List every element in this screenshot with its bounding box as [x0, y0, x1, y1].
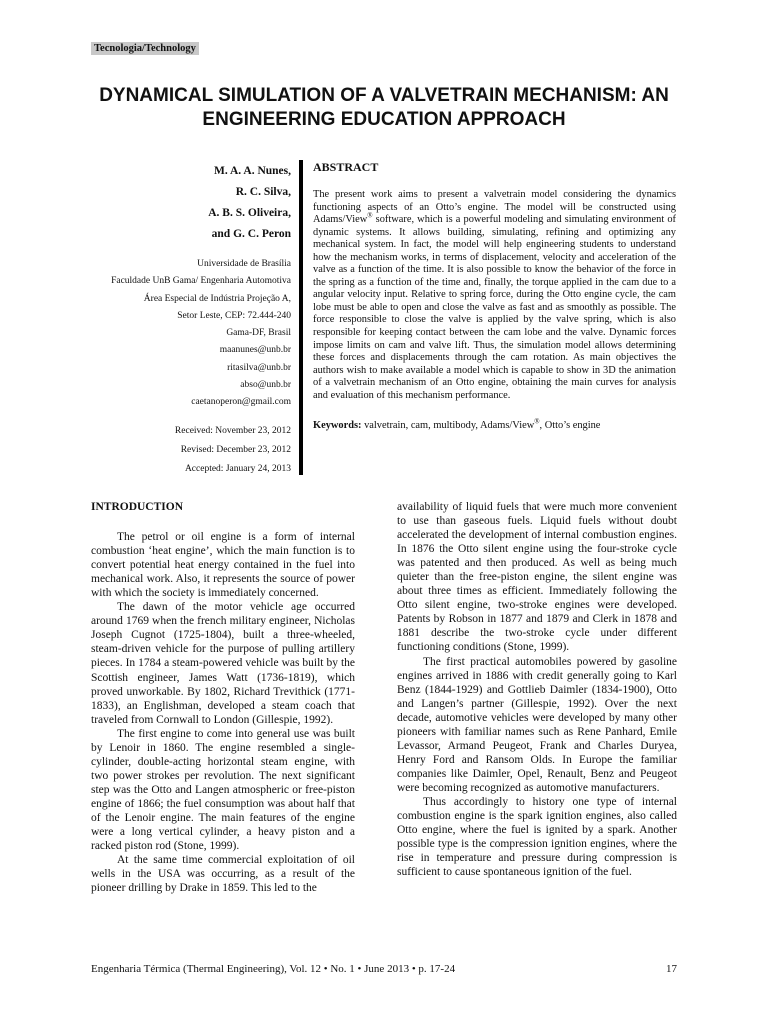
page-number: 17	[666, 963, 677, 975]
author-name: and G. C. Peron	[211, 228, 291, 240]
body-paragraph: The first engine to come into general use was built by Lenoir in 1860. The engine resembled a single-cylinder, double-acting horizontal steam engine, with two power strokes per revolution. The next significant step was the Otto and Langen atmospheric or free-piston engine of 1866; the fuel consumption was about half that of the Lenoir engine. The main features of the engine were a long vertical cylinder, a heavy piston and a racked piston rod (Stone, 1999).	[91, 727, 355, 853]
date-revised: Revised: December 23, 2012	[180, 444, 291, 455]
author-name: A. B. S. Oliveira,	[208, 207, 291, 219]
body-paragraph: Thus accordingly to history one type of internal combustion engine is the spark ignition engines, also called Otto engine, where the fuel is ignited by a spark. Another possible type is the compression ignition engines, where the rise in temperature and pressure during compression is sufficient to cause spontaneous ignition of the fuel.	[397, 795, 677, 879]
paper-title: DYNAMICAL SIMULATION OF A VALVETRAIN MECHANISM: AN ENGINEERING EDUCATION APPROACH	[99, 85, 669, 130]
date-accepted: Accepted: January 24, 2013	[184, 463, 291, 474]
section-tag: Tecnologia/Technology	[91, 42, 199, 55]
affiliation	[80, 256, 291, 412]
body-column-left	[91, 500, 355, 895]
registered-mark: ®	[534, 417, 540, 426]
body-paragraph: The dawn of the motor vehicle age occurred around 1769 when the french military engineer, Nicholas Joseph Cugnot (1725-1804), built a three-wheeled, steam-driven vehicle for the purpose of pulling artillery pieces. In 1784 a steam-powered vehicle was built by the Scottish engineer, James Watt (1736-1819), which proved unworkable. By 1802, Richard Trevithick (1771-1833), an Englishman, developed a steam coach that traveled from Cornwall to London (Gillespie, 1992).	[91, 601, 355, 726]
body-paragraph: The first practical automobiles powered by gasoline engines arrived in 1886 with credit generally going to Karl Benz (1844-1929) and Gottlieb Daimler (1834-1900), Otto and Langen’s partner (Gillespie, 1992). Over the next decade, automotive vehicles were developed by many other pioneers with familiar names such as Rene Panhard, Emile Levassor, Armand Peugeot, Frank and Charles Duryea, Henry Ford and Ransom Olds. In Europe the familiar companies like Daimler, Opel, Renault, Benz and Peugeot were becoming recognized as automotive manufacturers.	[397, 655, 677, 794]
affiliation-address-line: Área Especial de Indústria Projeção A,	[143, 293, 291, 304]
affiliation-university: Universidade de Brasília	[197, 259, 291, 269]
body-paragraph: availability of liquid fuels that were much more convenient to use than gaseous fuels. Liquid fuels without doubt accelerated the development of internal combustion engines. In 1876 the Otto silent engine using the four-stroke cycle was patented and then produced. As well as being much quieter than the free-piston engine, the silent engine was about three times as efficient. Immediately following the Otto silent engine, two-stroke engines were developed. Patents by Robson in 1877 and 1879 and Clerk in 1878 and 1881 describe the two-stroke cycle under different functioning conditions (Stone, 1999).	[397, 501, 677, 654]
abstract-heading: ABSTRACT	[313, 160, 379, 174]
body-column-right	[397, 500, 677, 879]
journal-citation: Engenharia Térmica (Thermal Engineering), Vol. 12 • No. 1 • June 2013 • p. 17-24	[91, 963, 456, 975]
affiliation-address-line: Setor Leste, CEP: 72.444-240	[177, 310, 291, 321]
keywords-label: Keywords:	[313, 420, 362, 432]
author-block	[80, 161, 291, 479]
author-email: caetanoperon@gmail.com	[191, 397, 291, 408]
registered-mark: ®	[367, 211, 373, 220]
author-email: maanunes@unb.br	[219, 345, 291, 356]
date-received: Received: November 23, 2012	[174, 425, 291, 436]
author-name: R. C. Silva,	[235, 186, 291, 198]
body-paragraph: The petrol or oil engine is a form of internal combustion ‘heat engine’, which the main function is to convert potential heat energy contained in the fuel into mechanical work. Also, it represents the source of power with which the society is immediately concerned.	[91, 531, 355, 600]
submission-dates	[80, 422, 291, 479]
author-email: ritasilva@unb.br	[227, 362, 291, 373]
section-heading-introduction: INTRODUCTION	[91, 501, 184, 513]
affiliation-city: Gama-DF, Brasil	[226, 328, 291, 339]
author-list	[80, 161, 291, 245]
author-email: abso@unb.br	[240, 380, 291, 391]
abstract-body: The present work aims to present a valvetrain model considering the dynamics functioning aspects of an Otto’s engine. The model will be constructed using Adams/View® software, which is a powerful modeling and simulating environment of dynamic systems. It allows building, simulating, refining and optimizing any mechanical system. In fact, the model will help engineering students to understand how the mechanism works, in terms of displacement, velocity and acceleration of the valve as a function of the time. It is also possible to know the behavior of the force in the spring as a function of the time and, finally, the torque applied in the cam due to a angular velocity input. Relative to spring force, during the Otto engine cycle, the cam lobe must be able to open and close the valve as fast and as smoothly as possible. The force responsible to close the valve is applied by the valve spring, which is also responsible for keeping contact between the cam lobe and the valve. Dynamic forces impose limits on cam and valve lift. Thus, the simulation model allows determining these forces and displacements through the cam rotation. As main objectives the authors wish to make available a model which is capable to show in 3D the animation of a valvetrain mechanism of an Otto engine, obtaining the main curves for analysis and evaluation of this mechanism performance.	[313, 189, 676, 401]
abstract-section	[313, 160, 676, 432]
vertical-divider	[299, 160, 303, 475]
body-paragraph: At the same time commercial exploitation of oil wells in the USA was occurring, as a result of the pioneer drilling by Drake in 1859. This led to the	[91, 854, 355, 895]
page-footer	[91, 963, 677, 975]
affiliation-faculty: Faculdade UnB Gama/ Engenharia Automotiva	[111, 276, 291, 287]
keywords: Keywords: valvetrain, cam, multibody, Adams/View®, Otto’s engine	[313, 417, 601, 432]
author-name: M. A. A. Nunes,	[214, 165, 291, 177]
